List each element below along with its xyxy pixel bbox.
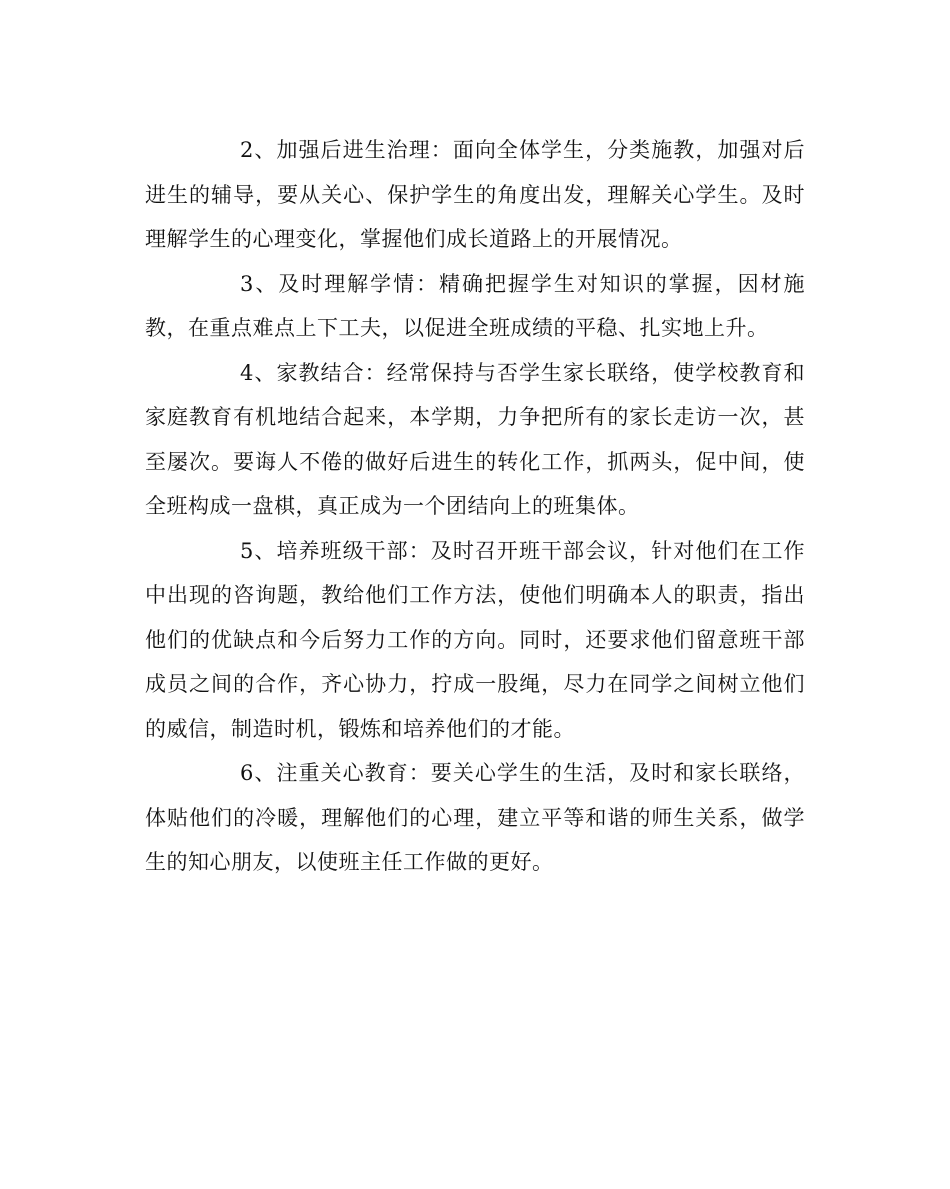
paragraph-3: 3、及时理解学情：精确把握学生对知识的掌握，因材施教，在重点难点上下工夫，以促进全班成绩的平稳、扎实地上升。	[145, 271, 805, 340]
paragraph-5: 5、培养班级干部：及时召开班干部会议，针对他们在工作中出现的咨询题，教给他们工作方法，使他们明确本人的职责，指出他们的优缺点和今后努力工作的方向。同时，还要求他们留意班干部成员之间的合作，齐心协力，拧成一股绳，尽力在同学之间树立他们的威信，制造时机，锻炼和培养他们的才能。	[145, 538, 805, 741]
document-body	[145, 128, 805, 885]
paragraph-6: 6、注重关心教育：要关心学生的生活，及时和家长联络，体贴他们的冷暖，理解他们的心理，建立平等和谐的师生关系，做学生的知心朋友，以使班主任工作做的更好。	[145, 761, 805, 874]
paragraph-2: 2、加强后进生治理：面向全体学生，分类施教，加强对后进生的辅导，要从关心、保护学生的角度出发，理解关心学生。及时理解学生的心理变化，掌握他们成长道路上的开展情况。	[145, 138, 805, 251]
paragraph-4: 4、家教结合：经常保持与否学生家长联络，使学校教育和家庭教育有机地结合起来，本学期，力争把所有的家长走访一次，甚至屡次。要诲人不倦的做好后进生的转化工作，抓两头，促中间，使全班构成一盘棋，真正成为一个团结向上的班集体。	[145, 360, 805, 518]
